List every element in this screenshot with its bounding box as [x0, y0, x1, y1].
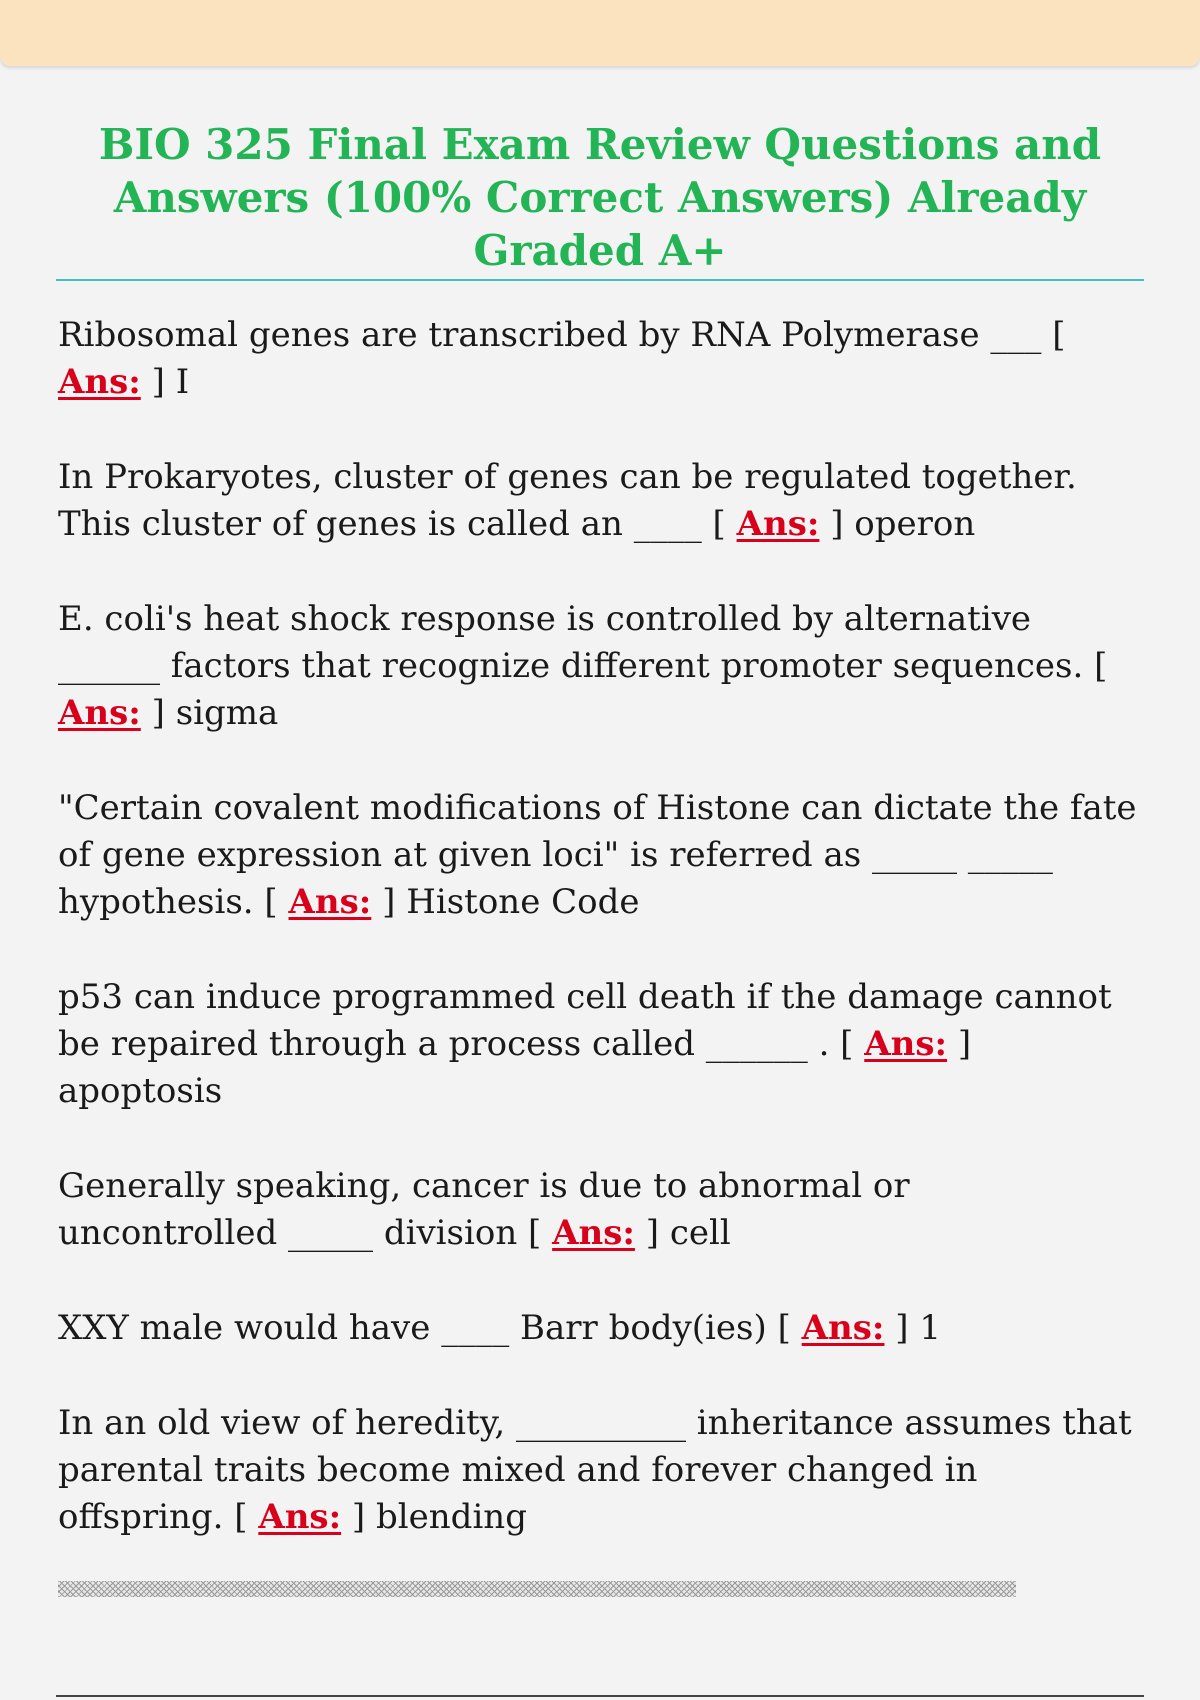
- answer-text: blending: [376, 1497, 527, 1537]
- question-text: Generally speaking, cancer is due to abnormal or uncontrolled _____ division: [58, 1166, 910, 1253]
- question-item: "Certain covalent modifications of Histone can dictate the fate of gene expression at given loci" is referred as _____ _____ hypothesis. [ Ans: ] Histone Code: [58, 788, 1137, 922]
- answer-text: cell: [669, 1213, 731, 1253]
- question-list: [58, 312, 1138, 1589]
- question-item: XXY male would have ____ Barr body(ies) [ Ans: ] 1: [58, 1308, 941, 1348]
- document-title: BIO 325 Final Exam Review Questions and Answers (100% Correct Answers) Already Graded A+: [98, 120, 1102, 275]
- answer-text: I: [175, 362, 190, 402]
- question-text: In an old view of heredity, __________ inheritance assumes that parental traits become mixed and forever changed in offspring.: [58, 1403, 1132, 1537]
- question-item: Generally speaking, cancer is due to abnormal or uncontrolled _____ division [ Ans: ] cell: [58, 1166, 910, 1253]
- question-text: E. coli's heat shock response is controlled by alternative ______ factors that recognize different promoter sequences.: [58, 599, 1084, 686]
- bottom-divider: [56, 1695, 1144, 1697]
- question-text: Ribosomal genes are transcribed by RNA Polymerase ___: [58, 315, 1042, 355]
- answer-label: Ans:: [864, 1024, 948, 1064]
- title-divider: [56, 279, 1144, 281]
- answer-label: Ans:: [552, 1213, 635, 1253]
- answer-label: Ans:: [58, 362, 141, 402]
- question-text: p53 can induce programmed cell death if the damage cannot be repaired through a process called ______ .: [58, 977, 1112, 1064]
- question-item: Ribosomal genes are transcribed by RNA Polymerase ___ [ Ans: ] I: [58, 315, 1066, 402]
- answer-text: operon: [854, 504, 976, 544]
- question-item: In an old view of heredity, __________ inheritance assumes that parental traits become mixed and forever changed in offspring. [ Ans: ] blending: [58, 1403, 1132, 1537]
- answer-text: Histone Code: [406, 882, 640, 922]
- answer-label: Ans:: [288, 882, 372, 922]
- question-item: In Prokaryotes, cluster of genes can be regulated together. This cluster of genes is called an ____ [ Ans: ] operon: [58, 457, 1077, 544]
- question-item: p53 can induce programmed cell death if the damage cannot be repaired through a process called ______ . [ Ans: ] apoptosis: [58, 977, 1112, 1111]
- answer-label: Ans:: [58, 693, 141, 733]
- question-text: XXY male would have ____ Barr body(ies): [58, 1308, 767, 1348]
- question-item: E. coli's heat shock response is controlled by alternative ______ factors that recognize different promoter sequences. [ Ans: ] sigma: [58, 599, 1108, 733]
- answer-text: apoptosis: [58, 1071, 223, 1111]
- answer-label: Ans:: [258, 1497, 342, 1537]
- decorative-pattern-bar: [58, 1581, 1016, 1597]
- question-text: "Certain covalent modifications of Histone can dictate the fate of gene expression at given loci" is referred as _____ _____ hypothesis.: [58, 788, 1137, 922]
- top-banner: [0, 0, 1200, 66]
- answer-label: Ans:: [736, 504, 820, 544]
- answer-label: Ans:: [801, 1308, 885, 1348]
- answer-text: 1: [919, 1308, 941, 1348]
- question-text: In Prokaryotes, cluster of genes can be regulated together. This cluster of genes is called an ____: [58, 457, 1077, 544]
- answer-text: sigma: [175, 693, 279, 733]
